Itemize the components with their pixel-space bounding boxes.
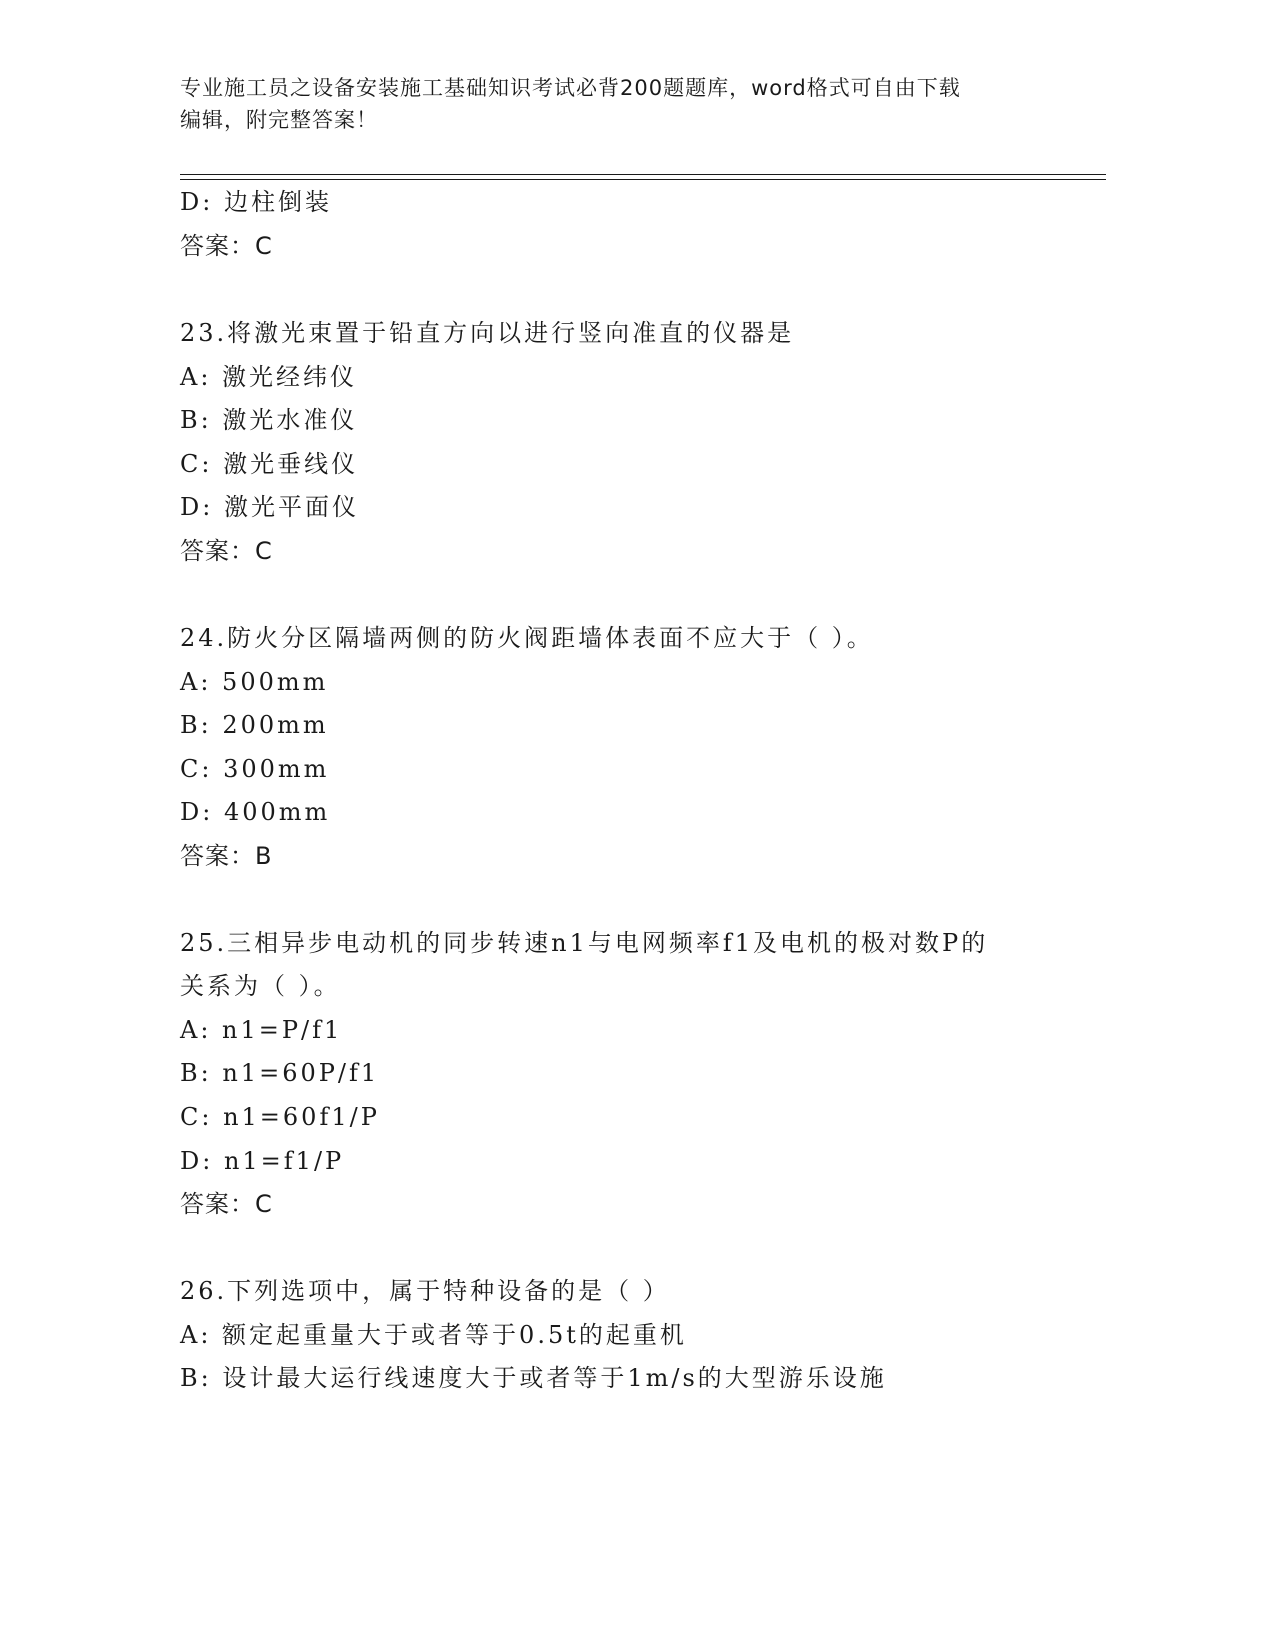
question-24-option-a: A: 500mm [180,668,329,696]
question-26-stem: 26.下列选项中，属于特种设备的是（ ） [180,1277,670,1305]
question-24-option-c: C: 300mm [180,755,330,783]
document-header [180,72,1060,136]
question-25-option-b: B: n1=60P/f1 [180,1059,380,1087]
question-23-option-b: B: 激光水准仪 [180,406,358,434]
question-24-answer: 答案：B [180,842,273,870]
question-24-option-b: B: 200mm [180,711,329,739]
question-23-stem: 23.将激光束置于铅直方向以进行竖向准直的仪器是 [180,319,795,347]
header-divider-top [180,174,1106,175]
question-25-answer: 答案：C [180,1190,273,1218]
question-23-answer: 答案：C [180,537,273,565]
question-23-option-a: A: 激光经纬仪 [180,363,358,391]
header-divider-bottom [180,179,1106,180]
question-25-option-a: A: n1=P/f1 [180,1016,343,1044]
question-23-option-c: C: 激光垂线仪 [180,450,359,478]
question-24-stem: 24.防火分区隔墙两侧的防火阀距墙体表面不应大于（ ）。 [180,624,874,652]
question-26-option-a: A: 额定起重量大于或者等于0.5t的起重机 [180,1321,687,1349]
question-23-option-d: D: 激光平面仪 [180,493,359,521]
question-25-option-c: C: n1=60f1/P [180,1103,380,1131]
header-title-line-2: 编辑，附完整答案！ [180,108,378,132]
header-title-line-1: 专业施工员之设备安装施工基础知识考试必背200题题库，word格式可自由下载 [180,76,961,100]
question-26-option-b: B: 设计最大运行线速度大于或者等于1m/s的大型游乐设施 [180,1364,887,1392]
question-24-option-d: D: 400mm [180,798,331,826]
question-25-stem-line-2: 关系为（ ）。 [180,972,341,1000]
prev-question-answer: 答案：C [180,232,273,260]
question-25-stem-line-1: 25.三相异步电动机的同步转速n1与电网频率f1及电机的极对数P的 [180,929,989,957]
prev-question-option-d: D: 边柱倒装 [180,188,332,216]
question-25-option-d: D: n1=f1/P [180,1147,345,1175]
